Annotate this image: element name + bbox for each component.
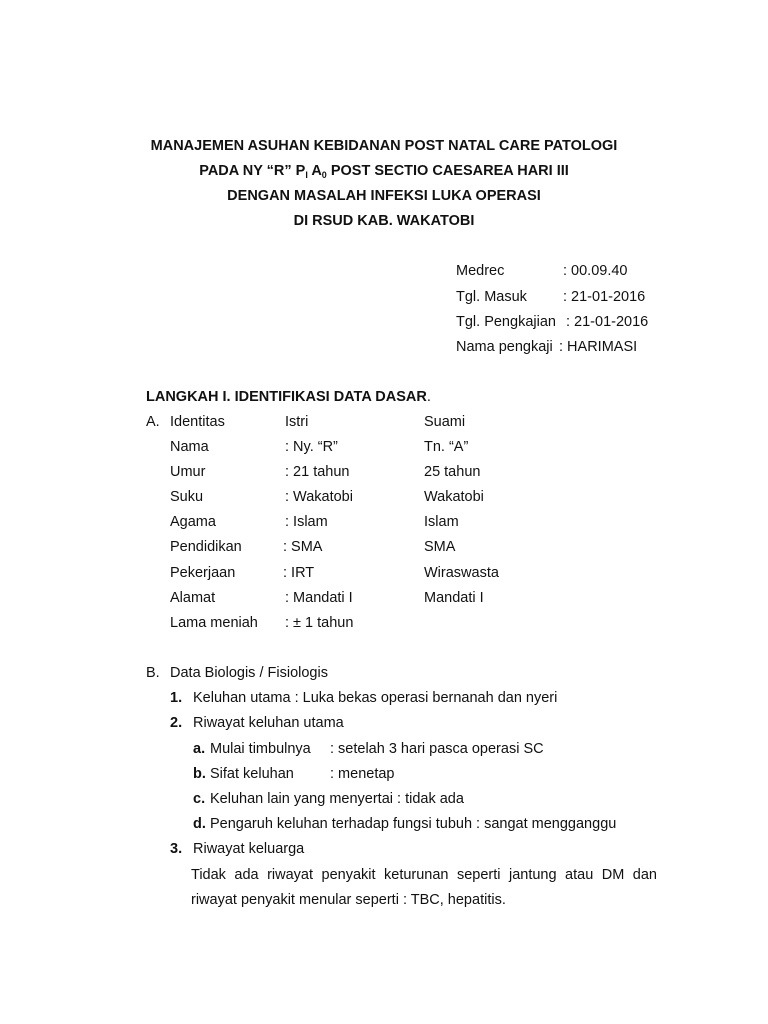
document-title-line-4: DI RSUD KAB. WAKATOBI bbox=[293, 213, 475, 229]
meta-medrec-label: Medrec bbox=[456, 263, 505, 279]
identity-label-pendidikan: Pendidikan bbox=[170, 539, 242, 555]
identity-label-agama: Agama bbox=[170, 514, 216, 530]
sub-a-label: Mulai timbulnya bbox=[210, 741, 311, 757]
meta-nama-pengkaji-label: Nama pengkaji bbox=[456, 339, 553, 355]
identity-label-umur: Umur bbox=[170, 464, 206, 480]
identity-suami-suku: Wakatobi bbox=[424, 489, 484, 505]
item-2-number: 2. bbox=[170, 715, 183, 731]
section-b-heading: Data Biologis / Fisiologis bbox=[170, 665, 328, 681]
step-heading-text: LANGKAH I. IDENTIFIKASI DATA DASAR bbox=[146, 389, 427, 405]
family-history-line-2: riwayat penyakit menular seperti : TBC, hepatitis. bbox=[191, 892, 506, 908]
title-line-2-part-c: POST SECTIO CAESAREA HARI III bbox=[326, 163, 569, 179]
identity-suami-alamat: Mandati I bbox=[424, 590, 484, 606]
identity-suami-pendidikan: SMA bbox=[424, 539, 456, 555]
meta-tgl-pengkajian-value: : 21-01-2016 bbox=[566, 314, 649, 330]
section-a-letter: A. bbox=[146, 414, 160, 430]
column-suami-header: Suami bbox=[424, 414, 466, 430]
identity-suami-agama: Islam bbox=[424, 514, 459, 530]
sub-b-label: Sifat keluhan bbox=[210, 766, 294, 782]
item-3-number: 3. bbox=[170, 841, 183, 857]
identity-istri-suku: : Wakatobi bbox=[285, 489, 353, 505]
sub-d-letter: d. bbox=[193, 816, 206, 832]
column-istri-header: Istri bbox=[285, 414, 309, 430]
section-b-letter: B. bbox=[146, 665, 160, 681]
identity-istri-pekerjaan: : IRT bbox=[283, 565, 315, 581]
title-subscript-p: I bbox=[305, 170, 308, 180]
meta-nama-pengkaji-value: : HARIMASI bbox=[559, 339, 638, 355]
family-history-line-1: Tidak ada riwayat penyakit keturunan seperti jantung atau DM dan bbox=[191, 867, 657, 883]
identity-label-pekerjaan: Pekerjaan bbox=[170, 565, 236, 581]
document-title-line-1: MANAJEMEN ASUHAN KEBIDANAN POST NATAL CARE PATOLOGI bbox=[150, 138, 618, 154]
identity-label-suku: Suku bbox=[170, 489, 204, 505]
item-2-text: Riwayat keluhan utama bbox=[193, 715, 344, 731]
identity-istri-agama: : Islam bbox=[285, 514, 328, 530]
sub-c-letter: c. bbox=[193, 791, 206, 807]
item-1-text: Keluhan utama : Luka bekas operasi bernanah dan nyeri bbox=[193, 690, 558, 706]
identity-label-alamat: Alamat bbox=[170, 590, 216, 606]
title-line-2-part-b: A bbox=[307, 163, 322, 179]
identity-istri-nama: : Ny. “R” bbox=[285, 439, 338, 455]
sub-a-value: : setelah 3 hari pasca operasi SC bbox=[330, 741, 544, 757]
title-subscript-a: 0 bbox=[321, 170, 327, 180]
section-a-heading: Identitas bbox=[170, 414, 225, 430]
meta-tgl-masuk-label: Tgl. Masuk bbox=[456, 289, 527, 305]
sub-a-letter: a. bbox=[193, 741, 206, 757]
identity-istri-pendidikan: : SMA bbox=[283, 539, 323, 555]
sub-b-value: : menetap bbox=[330, 766, 395, 782]
meta-tgl-masuk-value: : 21-01-2016 bbox=[563, 289, 646, 305]
identity-label-lama-menikah: Lama meniah bbox=[170, 615, 258, 631]
item-3-text: Riwayat keluarga bbox=[193, 841, 305, 857]
step-heading bbox=[146, 389, 431, 405]
sub-b-letter: b. bbox=[193, 766, 206, 782]
identity-suami-umur: 25 tahun bbox=[424, 464, 481, 480]
meta-tgl-pengkajian-label: Tgl. Pengkajian bbox=[456, 314, 556, 330]
identity-istri-alamat: : Mandati I bbox=[285, 590, 353, 606]
identity-istri-umur: : 21 tahun bbox=[285, 464, 350, 480]
identity-istri-lama-menikah: : ± 1 tahun bbox=[285, 615, 354, 631]
meta-medrec-value: : 00.09.40 bbox=[563, 263, 628, 279]
item-1-number: 1. bbox=[170, 690, 183, 706]
document-title-line-3: DENGAN MASALAH INFEKSI LUKA OPERASI bbox=[227, 188, 541, 204]
identity-suami-pekerjaan: Wiraswasta bbox=[424, 565, 499, 581]
step-heading-period: . bbox=[426, 389, 431, 405]
sub-d-text: Pengaruh keluhan terhadap fungsi tubuh : sangat mengganggu bbox=[210, 816, 617, 832]
document-title-line-2 bbox=[0, 163, 768, 179]
title-line-2-part-a: PADA NY “R” P bbox=[199, 163, 306, 179]
identity-label-nama: Nama bbox=[170, 439, 209, 455]
identity-suami-nama: Tn. “A” bbox=[424, 439, 469, 455]
sub-c-text: Keluhan lain yang menyertai : tidak ada bbox=[210, 791, 464, 807]
